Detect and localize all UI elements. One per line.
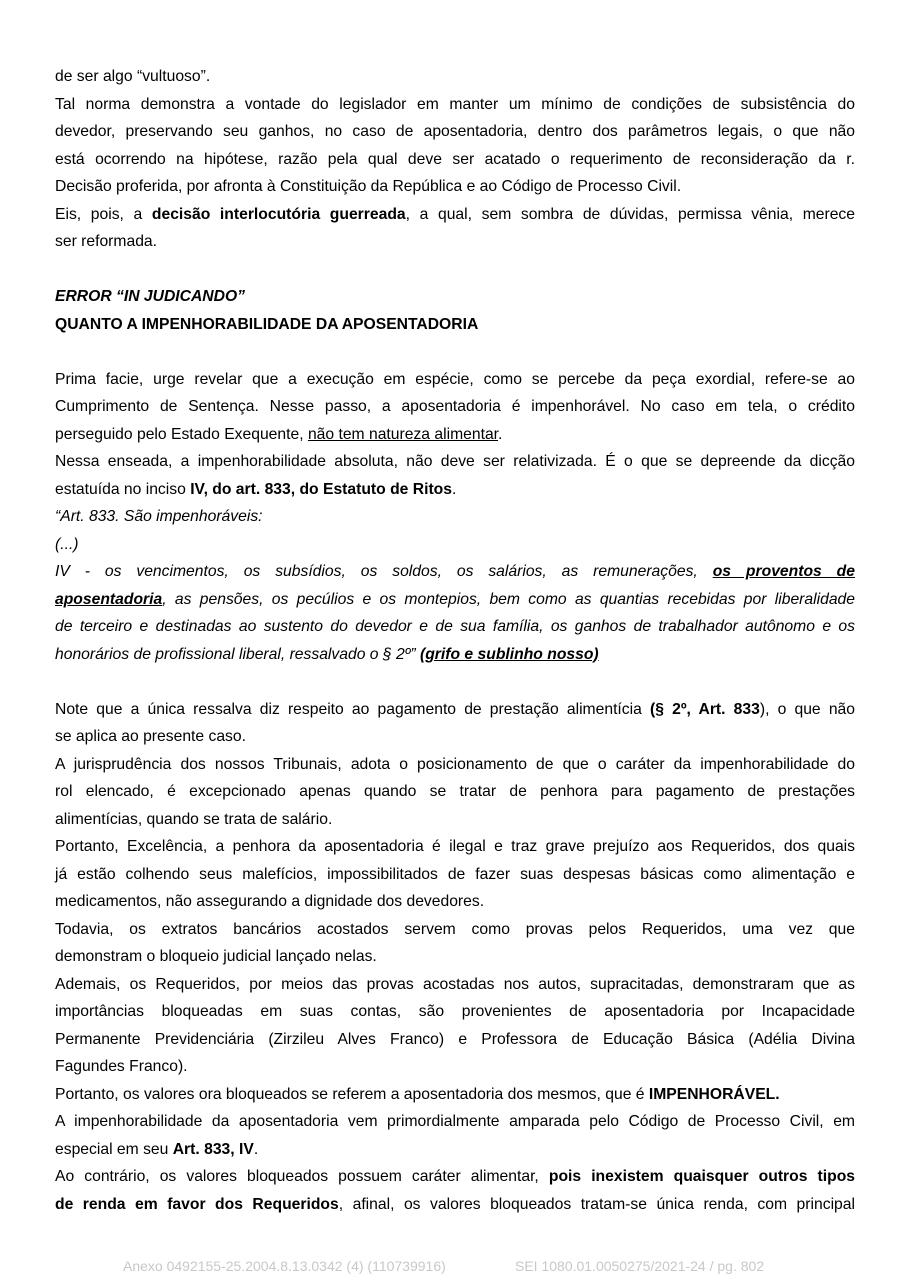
- paragraph-line: [55, 421, 855, 449]
- footer-annex-reference: Anexo 0492155-25.2004.8.13.0342 (4) (110739916): [123, 1258, 446, 1274]
- paragraph-line: de ser algo “vultuoso”.: [55, 68, 211, 85]
- quote-line: de terceiro e destinadas ao sustento do devedor e de sua família, os ganhos de trabalhador autônomo e os: [55, 618, 855, 635]
- section-heading-italic: ERROR “IN JUDICANDO”: [55, 288, 246, 305]
- bold-text: decisão interlocutória guerreada: [151, 205, 406, 223]
- bold-underlined-text: aposentadoria: [55, 590, 163, 608]
- paragraph-line: A jurisprudência dos nossos Tribunais, adota o posicionamento de que o caráter da impenhorabilidade do: [55, 755, 855, 773]
- paragraph-line: se aplica ao presente caso.: [55, 728, 246, 745]
- section-heading: QUANTO A IMPENHORABILIDADE DA APOSENTADORIA: [55, 315, 479, 333]
- paragraph-line: Fagundes Franco).: [55, 1058, 188, 1075]
- bold-text: IMPENHORÁVEL.: [648, 1085, 780, 1103]
- paragraph-line: [55, 1081, 855, 1109]
- bold-underlined-text: os proventos de: [712, 563, 855, 580]
- paragraph-line: Tal norma demonstra a vontade do legislador em manter um mínimo de condições de subsistência do: [55, 95, 855, 113]
- paragraph-line: [55, 1163, 855, 1191]
- paragraph-line: [55, 696, 855, 724]
- bold-text: IV, do art. 833, do Estatuto de Ritos: [190, 480, 452, 498]
- quote-line: “Art. 833. São impenhoráveis:: [55, 508, 263, 525]
- text-run: perseguido pelo Estado Exequente,: [55, 425, 308, 443]
- bold-text: pois inexistem quaisquer outros tipos: [548, 1168, 855, 1185]
- paragraph-line: Portanto, Excelência, a penhora da aposentadoria é ilegal e traz grave prejuízo aos Requeridos, dos quais: [55, 838, 855, 855]
- text-run: .: [452, 480, 457, 498]
- text-run: .: [498, 425, 503, 443]
- text-run: Portanto, os valores ora bloqueados se referem a aposentadoria dos mesmos, que é: [55, 1085, 649, 1103]
- paragraph-line: [55, 201, 855, 229]
- text-run: .: [253, 1140, 259, 1158]
- paragraph-line: está ocorrendo na hipótese, razão pela qual deve ser acatado o requerimento de reconsideração da r.: [55, 150, 855, 168]
- text-run: honorários de profissional liberal, ressalvado o § 2º”: [55, 645, 420, 663]
- paragraph-line: rol elencado, é excepcionado apenas quando se tratar de penhora para pagamento de prestações: [55, 783, 855, 800]
- text-run: Ao contrário, os valores bloqueados possuem caráter alimentar,: [55, 1168, 549, 1185]
- bold-text: de renda em favor dos Requeridos: [55, 1195, 339, 1213]
- bold-text: Art. 833, IV: [172, 1140, 254, 1158]
- quote-line: (...): [55, 535, 79, 553]
- document-body: [55, 63, 855, 1218]
- quote-line: [55, 558, 855, 586]
- paragraph-line: demonstram o bloqueio judicial lançado nelas.: [55, 948, 377, 965]
- text-run: IV - os vencimentos, os subsídios, os soldos, os salários, as remunerações,: [55, 563, 713, 580]
- quote-line: [55, 586, 855, 614]
- text-run: , as pensões, os pecúlios e os montepios, bem como as quantias recebidas por liberalidade: [162, 590, 855, 608]
- paragraph-line: já estão colhendo seus malefícios, impossibilitados de fazer suas despesas básicas como alimentação e: [55, 865, 855, 883]
- text-run: ), o que não: [759, 700, 855, 718]
- quote-line: [55, 641, 855, 669]
- bold-text: (§ 2º, Art. 833: [650, 700, 760, 718]
- paragraph-line: Ademais, os Requeridos, por meios das provas acostadas nos autos, supracitadas, demonstraram que as: [55, 975, 855, 993]
- paragraph-line: Prima facie, urge revelar que a execução em espécie, como se percebe da peça exordial, refere-se ao: [55, 370, 855, 388]
- paragraph-line: medicamentos, não assegurando a dignidade dos devedores.: [55, 893, 485, 910]
- underlined-text: não tem natureza alimentar: [307, 425, 499, 443]
- paragraph-line: Cumprimento de Sentença. Nesse passo, a aposentadoria é impenhorável. No caso em tela, o crédito: [55, 398, 855, 415]
- paragraph-line: [55, 1136, 855, 1164]
- paragraph-line: alimentícias, quando se trata de salário.: [55, 810, 333, 828]
- paragraph-line: Todavia, os extratos bancários acostados servem como provas pelos Requeridos, uma vez que: [55, 920, 855, 938]
- text-run: especial em seu: [55, 1140, 173, 1158]
- text-run: , afinal, os valores bloqueados tratam-se única renda, com principal: [338, 1195, 855, 1213]
- paragraph-line: ser reformada.: [55, 233, 158, 250]
- text-run: , a qual, sem sombra de dúvidas, permissa vênia, merece: [405, 205, 855, 223]
- paragraph-line: importâncias bloqueadas em suas contas, são provenientes de aposentadoria por Incapacidade: [55, 1003, 855, 1020]
- paragraph-line: devedor, preservando seu ganhos, no caso de aposentadoria, dentro dos parâmetros legais, o que não: [55, 123, 855, 140]
- paragraph-line: [55, 476, 855, 504]
- paragraph-line: A impenhorabilidade da aposentadoria vem primordialmente amparada pelo Código de Processo Civil, em: [55, 1113, 855, 1130]
- footer-sei-page-reference: SEI 1080.01.0050275/2021-24 / pg. 802: [515, 1258, 765, 1274]
- text-run: Note que a única ressalva diz respeito ao pagamento de prestação alimentícia: [55, 700, 650, 718]
- paragraph-line: Nessa enseada, a impenhorabilidade absoluta, não deve ser relativizada. É o que se depreende da dicção: [55, 453, 855, 470]
- text-run: Eis, pois, a: [55, 205, 152, 223]
- bold-underlined-text: (grifo e sublinho nosso): [420, 645, 599, 663]
- paragraph-line: Decisão proferida, por afronta à Constituição da República e ao Código de Processo Civil.: [55, 178, 682, 195]
- text-run: estatuída no inciso: [55, 480, 191, 498]
- paragraph-line: Permanente Previdenciária (Zirzileu Alves Franco) e Professora de Educação Básica (Adélia Divina: [55, 1030, 855, 1048]
- paragraph-line: [55, 1191, 855, 1219]
